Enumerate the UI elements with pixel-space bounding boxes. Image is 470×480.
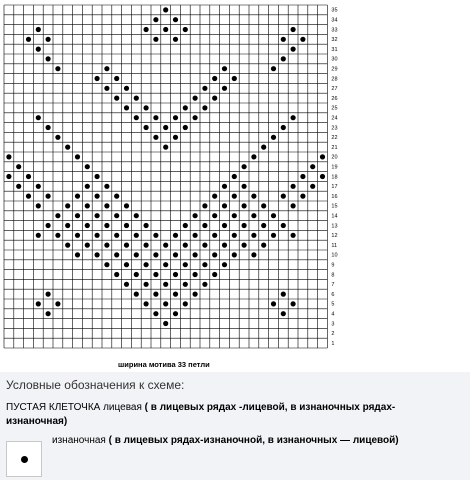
empty-cell-word: лицевая <box>100 402 142 413</box>
purl-stitch-dot <box>173 311 178 316</box>
purl-stitch-dot <box>163 262 168 267</box>
purl-desc: ( в лицевых рядах-изнаночной, в изнаночных — лицевой) <box>105 435 399 446</box>
purl-stitch-dot <box>300 194 305 199</box>
row-number: 4 <box>331 311 335 318</box>
purl-stitch-dot <box>202 203 207 208</box>
purl-stitch-dot <box>104 203 109 208</box>
purl-stitch-dot <box>75 233 80 238</box>
row-number: 35 <box>331 7 338 14</box>
purl-stitch-dot <box>183 243 188 248</box>
purl-dot-icon <box>21 456 28 463</box>
purl-stitch-dot <box>281 37 286 42</box>
purl-stitch-dot <box>232 252 237 257</box>
row-number: 14 <box>331 213 338 220</box>
purl-stitch-dot <box>65 203 70 208</box>
purl-stitch-dot <box>281 292 286 297</box>
purl-stitch-dot <box>232 174 237 179</box>
purl-stitch-dot <box>222 243 227 248</box>
purl-stitch-dot <box>6 174 11 179</box>
purl-stitch-dot <box>242 203 247 208</box>
purl-stitch-dot <box>153 115 158 120</box>
purl-stitch-dot <box>212 194 217 199</box>
purl-stitch-dot <box>124 86 129 91</box>
purl-stitch-dot <box>144 105 149 110</box>
purl-stitch-dot <box>124 243 129 248</box>
purl-stitch-dot <box>55 301 60 306</box>
row-number: 33 <box>331 27 338 34</box>
empty-cell-desc: ( в лицевых рядах -лицевой, в изнаночных рядах- <box>141 402 396 413</box>
purl-stitch-dot <box>291 27 296 32</box>
purl-stitch-dot <box>124 105 129 110</box>
purl-stitch-dot <box>271 233 276 238</box>
purl-stitch-dot <box>163 301 168 306</box>
purl-stitch-dot <box>124 282 129 287</box>
empty-cell-desc-2: изнаночная) <box>6 416 68 427</box>
purl-stitch-dot <box>212 96 217 101</box>
purl-stitch-dot <box>144 262 149 267</box>
purl-stitch-dot <box>55 213 60 218</box>
purl-stitch-dot <box>134 292 139 297</box>
purl-stitch-dot <box>36 47 41 52</box>
purl-stitch-dot <box>222 66 227 71</box>
purl-stitch-dot <box>36 203 41 208</box>
purl-stitch-dot <box>232 76 237 81</box>
purl-stitch-dot <box>153 311 158 316</box>
purl-stitch-dot <box>173 252 178 257</box>
purl-stitch-dot <box>65 223 70 228</box>
purl-stitch-dot <box>104 184 109 189</box>
purl-stitch-dot <box>173 135 178 140</box>
purl-symbol-box <box>6 441 42 477</box>
purl-stitch-dot <box>124 262 129 267</box>
purl-stitch-dot <box>144 125 149 130</box>
purl-stitch-dot <box>163 27 168 32</box>
purl-stitch-dot <box>163 321 168 326</box>
purl-stitch-dot <box>242 184 247 189</box>
purl-word: изнаночная <box>52 435 106 446</box>
purl-stitch-dot <box>163 125 168 130</box>
purl-stitch-dot <box>193 96 198 101</box>
purl-stitch-dot <box>85 164 90 169</box>
purl-stitch-dot <box>114 252 119 257</box>
purl-stitch-dot <box>173 115 178 120</box>
purl-stitch-dot <box>6 154 11 159</box>
purl-stitch-dot <box>26 37 31 42</box>
row-number: 34 <box>331 17 338 24</box>
purl-stitch-dot <box>124 203 129 208</box>
purl-stitch-dot <box>251 252 256 257</box>
row-number: 20 <box>331 154 338 161</box>
purl-stitch-dot <box>55 233 60 238</box>
purl-stitch-dot <box>153 292 158 297</box>
purl-stitch-dot <box>271 66 276 71</box>
purl-stitch-dot <box>75 154 80 159</box>
purl-stitch-dot <box>193 213 198 218</box>
legend-panel <box>0 372 470 480</box>
purl-stitch-dot <box>144 282 149 287</box>
purl-stitch-dot <box>95 213 100 218</box>
purl-stitch-dot <box>173 37 178 42</box>
purl-stitch-dot <box>85 243 90 248</box>
purl-stitch-dot <box>134 272 139 277</box>
purl-stitch-dot <box>222 184 227 189</box>
row-number: 22 <box>331 135 338 142</box>
purl-stitch-dot <box>242 243 247 248</box>
purl-stitch-dot <box>291 47 296 52</box>
purl-stitch-dot <box>153 233 158 238</box>
row-number: 27 <box>331 86 338 93</box>
purl-stitch-dot <box>320 154 325 159</box>
purl-stitch-dot <box>75 194 80 199</box>
purl-stitch-dot <box>173 272 178 277</box>
purl-stitch-dot <box>85 223 90 228</box>
purl-stitch-dot <box>65 145 70 150</box>
row-number: 11 <box>331 242 338 249</box>
purl-stitch-dot <box>222 262 227 267</box>
purl-stitch-dot <box>16 164 21 169</box>
purl-stitch-dot <box>173 17 178 22</box>
purl-stitch-dot <box>163 243 168 248</box>
purl-stitch-dot <box>251 194 256 199</box>
row-number: 32 <box>331 37 338 44</box>
purl-stitch-dot <box>65 243 70 248</box>
purl-stitch-dot <box>202 86 207 91</box>
purl-stitch-dot <box>85 203 90 208</box>
purl-stitch-dot <box>183 282 188 287</box>
row-number: 7 <box>331 282 335 289</box>
purl-stitch-dot <box>134 213 139 218</box>
purl-stitch-dot <box>193 115 198 120</box>
purl-stitch-dot <box>202 243 207 248</box>
purl-stitch-dot <box>291 184 296 189</box>
legend-title: Условные обозначения к схеме: <box>6 378 185 392</box>
purl-stitch-dot <box>46 292 51 297</box>
purl-stitch-dot <box>114 194 119 199</box>
purl-stitch-dot <box>104 86 109 91</box>
row-number: 12 <box>331 233 338 240</box>
row-number: 5 <box>331 301 335 308</box>
purl-stitch-dot <box>281 194 286 199</box>
purl-stitch-dot <box>222 86 227 91</box>
row-number: 30 <box>331 56 338 63</box>
purl-stitch-dot <box>144 301 149 306</box>
purl-stitch-dot <box>95 233 100 238</box>
purl-stitch-dot <box>183 301 188 306</box>
row-number: 24 <box>331 115 338 122</box>
purl-stitch-dot <box>55 66 60 71</box>
purl-stitch-dot <box>46 125 51 130</box>
purl-stitch-dot <box>144 223 149 228</box>
row-number: 21 <box>331 144 338 151</box>
purl-stitch-dot <box>26 194 31 199</box>
row-number: 29 <box>331 66 338 73</box>
purl-stitch-dot <box>310 184 315 189</box>
row-number: 16 <box>331 193 338 200</box>
purl-stitch-dot <box>104 262 109 267</box>
purl-stitch-dot <box>232 233 237 238</box>
purl-stitch-dot <box>163 282 168 287</box>
purl-stitch-dot <box>16 184 21 189</box>
purl-stitch-dot <box>251 233 256 238</box>
purl-stitch-dot <box>134 252 139 257</box>
purl-stitch-dot <box>153 272 158 277</box>
purl-stitch-dot <box>144 27 149 32</box>
row-number: 15 <box>331 203 338 210</box>
purl-stitch-dot <box>95 194 100 199</box>
purl-stitch-dot <box>193 272 198 277</box>
purl-stitch-dot <box>232 213 237 218</box>
row-number: 25 <box>331 105 338 112</box>
purl-stitch-dot <box>300 37 305 42</box>
purl-stitch-dot <box>104 66 109 71</box>
purl-stitch-dot <box>114 76 119 81</box>
purl-stitch-dot <box>173 292 178 297</box>
chart-caption: ширина мотива 33 петли <box>118 360 210 369</box>
purl-stitch-dot <box>36 184 41 189</box>
purl-stitch-dot <box>251 154 256 159</box>
purl-stitch-dot <box>281 125 286 130</box>
purl-stitch-dot <box>212 252 217 257</box>
purl-stitch-dot <box>75 213 80 218</box>
purl-stitch-dot <box>36 27 41 32</box>
purl-stitch-dot <box>183 262 188 267</box>
purl-stitch-dot <box>36 115 41 120</box>
purl-stitch-dot <box>320 174 325 179</box>
row-number: 26 <box>331 95 338 102</box>
grid-background <box>4 5 327 348</box>
purl-stitch-dot <box>46 311 51 316</box>
purl-stitch-dot <box>104 223 109 228</box>
purl-stitch-dot <box>95 174 100 179</box>
purl-stitch-dot <box>114 213 119 218</box>
purl-stitch-dot <box>153 135 158 140</box>
purl-stitch-dot <box>46 194 51 199</box>
row-number: 18 <box>331 174 338 181</box>
purl-stitch-dot <box>153 17 158 22</box>
purl-stitch-dot <box>163 7 168 12</box>
purl-stitch-dot <box>104 243 109 248</box>
legend-empty-line <box>6 401 395 415</box>
row-number: 28 <box>331 76 338 83</box>
row-number: 6 <box>331 291 335 298</box>
purl-stitch-dot <box>202 282 207 287</box>
purl-stitch-dot <box>85 184 90 189</box>
purl-stitch-dot <box>75 252 80 257</box>
purl-stitch-dot <box>212 272 217 277</box>
purl-stitch-dot <box>300 174 305 179</box>
purl-stitch-dot <box>46 223 51 228</box>
purl-stitch-dot <box>242 164 247 169</box>
purl-stitch-dot <box>46 56 51 61</box>
row-number: 31 <box>331 46 338 53</box>
purl-stitch-dot <box>271 135 276 140</box>
row-number: 13 <box>331 223 338 230</box>
purl-stitch-dot <box>281 56 286 61</box>
empty-cell-label: ПУСТАЯ КЛЕТОЧКА <box>6 402 101 413</box>
purl-stitch-dot <box>173 233 178 238</box>
purl-stitch-dot <box>261 223 266 228</box>
purl-stitch-dot <box>26 174 31 179</box>
purl-stitch-dot <box>212 76 217 81</box>
purl-stitch-dot <box>95 76 100 81</box>
purl-stitch-dot <box>310 164 315 169</box>
purl-stitch-dot <box>163 145 168 150</box>
purl-stitch-dot <box>251 213 256 218</box>
row-number: 3 <box>331 321 335 328</box>
purl-stitch-dot <box>36 233 41 238</box>
row-number: 2 <box>331 331 335 338</box>
purl-stitch-dot <box>183 125 188 130</box>
purl-stitch-dot <box>183 105 188 110</box>
purl-stitch-dot <box>242 223 247 228</box>
purl-stitch-dot <box>193 292 198 297</box>
purl-stitch-dot <box>55 135 60 140</box>
purl-stitch-dot <box>114 272 119 277</box>
purl-stitch-dot <box>291 115 296 120</box>
purl-stitch-dot <box>202 262 207 267</box>
purl-stitch-dot <box>36 301 41 306</box>
purl-stitch-dot <box>46 37 51 42</box>
purl-stitch-dot <box>212 213 217 218</box>
purl-stitch-dot <box>114 96 119 101</box>
purl-stitch-dot <box>124 223 129 228</box>
purl-stitch-dot <box>261 243 266 248</box>
row-number: 1 <box>331 340 335 347</box>
purl-stitch-dot <box>271 301 276 306</box>
purl-stitch-dot <box>222 223 227 228</box>
purl-stitch-dot <box>232 194 237 199</box>
purl-stitch-dot <box>144 243 149 248</box>
purl-stitch-dot <box>222 203 227 208</box>
legend-purl-line <box>52 434 399 448</box>
purl-stitch-dot <box>271 213 276 218</box>
purl-stitch-dot <box>193 233 198 238</box>
purl-stitch-dot <box>134 96 139 101</box>
purl-stitch-dot <box>134 115 139 120</box>
purl-stitch-dot <box>291 233 296 238</box>
row-number: 17 <box>331 184 338 191</box>
purl-stitch-dot <box>261 145 266 150</box>
purl-stitch-dot <box>183 27 188 32</box>
row-number: 10 <box>331 252 338 259</box>
purl-stitch-dot <box>281 223 286 228</box>
purl-stitch-dot <box>291 203 296 208</box>
purl-stitch-dot <box>202 105 207 110</box>
purl-stitch-dot <box>291 301 296 306</box>
purl-stitch-dot <box>153 37 158 42</box>
purl-stitch-dot <box>202 223 207 228</box>
purl-stitch-dot <box>114 233 119 238</box>
purl-stitch-dot <box>261 203 266 208</box>
purl-stitch-dot <box>153 252 158 257</box>
row-number: 19 <box>331 164 338 171</box>
purl-stitch-dot <box>212 233 217 238</box>
purl-stitch-dot <box>134 233 139 238</box>
purl-stitch-dot <box>193 252 198 257</box>
row-number: 23 <box>331 125 338 132</box>
row-number: 8 <box>331 272 335 279</box>
row-number: 9 <box>331 262 335 269</box>
purl-stitch-dot <box>281 311 286 316</box>
purl-stitch-dot <box>183 223 188 228</box>
purl-stitch-dot <box>95 252 100 257</box>
